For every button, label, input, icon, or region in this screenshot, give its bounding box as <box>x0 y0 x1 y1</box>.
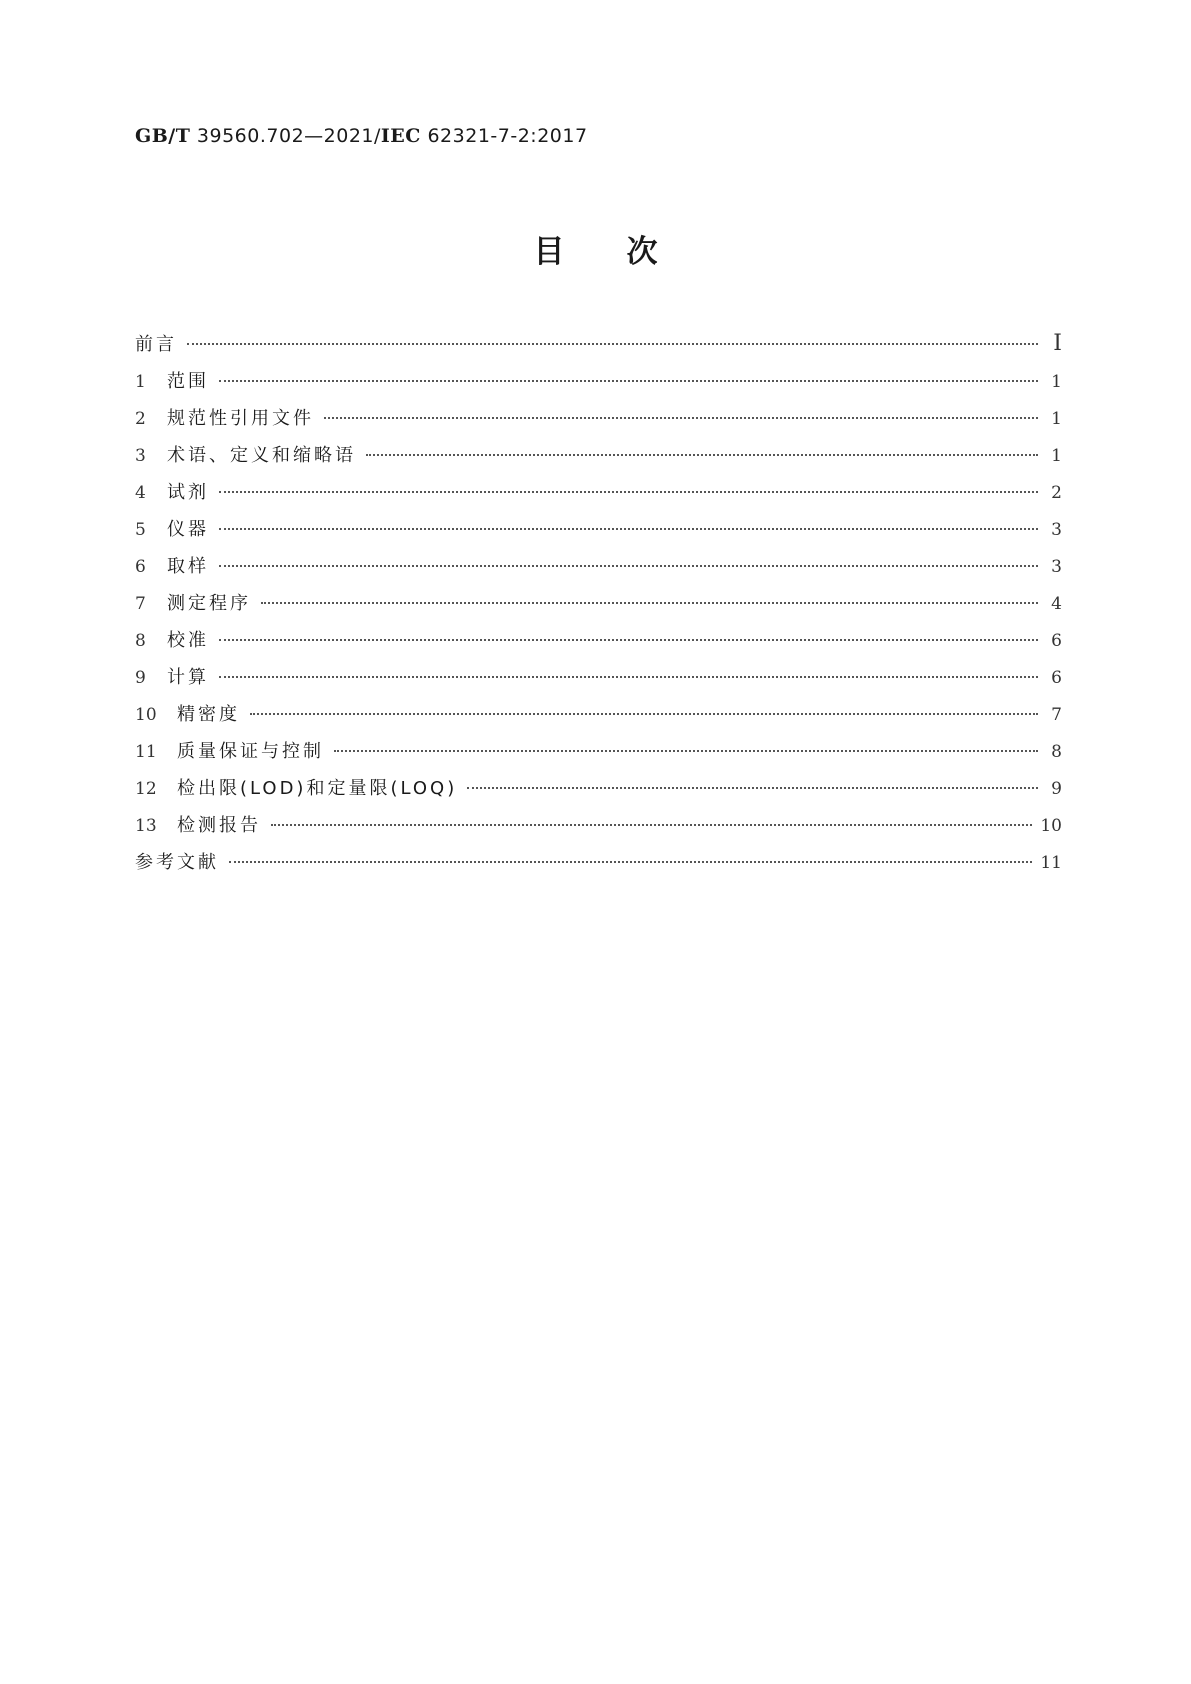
toc-number: 9 <box>135 668 146 688</box>
toc-entry-8[interactable] <box>135 626 1062 663</box>
toc-leader <box>219 639 1038 641</box>
toc-number: 7 <box>135 594 146 614</box>
toc-leader <box>271 824 1032 826</box>
toc-page: 10 <box>1040 816 1062 836</box>
toc-page: 1 <box>1051 372 1062 392</box>
toc-page: 8 <box>1051 742 1062 762</box>
toc-label: 规范性引用文件 <box>167 408 314 429</box>
toc-page: 3 <box>1051 557 1062 577</box>
toc-page: 7 <box>1051 705 1062 725</box>
toc-number: 11 <box>135 742 157 762</box>
iec-number: 62321-7-2:2017 <box>420 125 588 147</box>
toc-page: Ⅰ <box>1053 331 1062 356</box>
toc-label: 前言 <box>135 334 177 355</box>
toc-page: 6 <box>1051 668 1062 688</box>
toc-label: 仪器 <box>167 519 209 540</box>
toc-number: 13 <box>135 816 157 836</box>
toc-label: 检出限(LOD)和定量限(LOQ) <box>177 778 458 799</box>
toc-leader <box>229 861 1032 863</box>
toc-page: 2 <box>1051 483 1062 503</box>
toc-leader <box>467 787 1038 789</box>
toc-leader <box>324 417 1038 419</box>
toc-entry-3[interactable] <box>135 441 1062 478</box>
toc-entry-1[interactable] <box>135 367 1062 404</box>
toc-entry-2[interactable] <box>135 404 1062 441</box>
toc-entry-7[interactable] <box>135 589 1062 626</box>
toc-leader <box>219 565 1038 567</box>
toc-label: 计算 <box>167 667 209 688</box>
toc-page: 1 <box>1051 446 1062 466</box>
toc-page: 3 <box>1051 520 1062 540</box>
toc-entry-foreword[interactable] <box>135 330 1062 367</box>
toc-leader <box>187 343 1038 345</box>
toc-leader <box>219 491 1038 493</box>
toc-entry-6[interactable] <box>135 552 1062 589</box>
toc-leader <box>219 380 1038 382</box>
toc-label: 取样 <box>167 556 209 577</box>
toc-number: 3 <box>135 446 146 466</box>
toc-leader <box>219 676 1038 678</box>
toc-entry-11[interactable] <box>135 737 1062 774</box>
toc-label: 范围 <box>167 371 209 392</box>
toc-entry-13[interactable] <box>135 811 1062 848</box>
standard-prefix: GB/T <box>135 125 191 147</box>
document-header <box>135 125 588 147</box>
toc-number: 4 <box>135 483 146 503</box>
toc-number: 5 <box>135 520 146 540</box>
toc-entry-5[interactable] <box>135 515 1062 552</box>
toc-label: 试剂 <box>167 482 209 503</box>
toc-entry-10[interactable] <box>135 700 1062 737</box>
toc-leader <box>261 602 1038 604</box>
standard-number: 39560.702—2021/ <box>190 125 381 147</box>
toc-leader <box>334 750 1038 752</box>
toc-label: 测定程序 <box>167 593 251 614</box>
toc-label: 术语、定义和缩略语 <box>167 445 356 466</box>
toc-entry-12[interactable] <box>135 774 1062 811</box>
toc-entry-4[interactable] <box>135 478 1062 515</box>
toc-number: 12 <box>135 779 157 799</box>
toc-number: 8 <box>135 631 146 651</box>
toc-page: 4 <box>1051 594 1062 614</box>
toc-label: 校准 <box>167 630 209 651</box>
toc-label: 参考文献 <box>135 852 219 873</box>
table-of-contents <box>135 330 1062 885</box>
toc-page: 1 <box>1051 409 1062 429</box>
toc-number: 6 <box>135 557 146 577</box>
toc-entry-bibliography[interactable] <box>135 848 1062 885</box>
toc-label: 检测报告 <box>177 815 261 836</box>
toc-number: 10 <box>135 705 157 725</box>
toc-number: 1 <box>135 372 146 392</box>
toc-page: 6 <box>1051 631 1062 651</box>
toc-label: 精密度 <box>177 704 240 725</box>
iec-prefix: IEC <box>380 125 421 147</box>
toc-page: 9 <box>1051 779 1062 799</box>
toc-leader <box>250 713 1038 715</box>
toc-number: 2 <box>135 409 146 429</box>
toc-leader <box>366 454 1038 456</box>
toc-page: 11 <box>1040 853 1062 873</box>
toc-label: 质量保证与控制 <box>177 741 324 762</box>
toc-leader <box>219 528 1038 530</box>
page-title: 目次 <box>533 234 720 270</box>
toc-entry-9[interactable] <box>135 663 1062 700</box>
